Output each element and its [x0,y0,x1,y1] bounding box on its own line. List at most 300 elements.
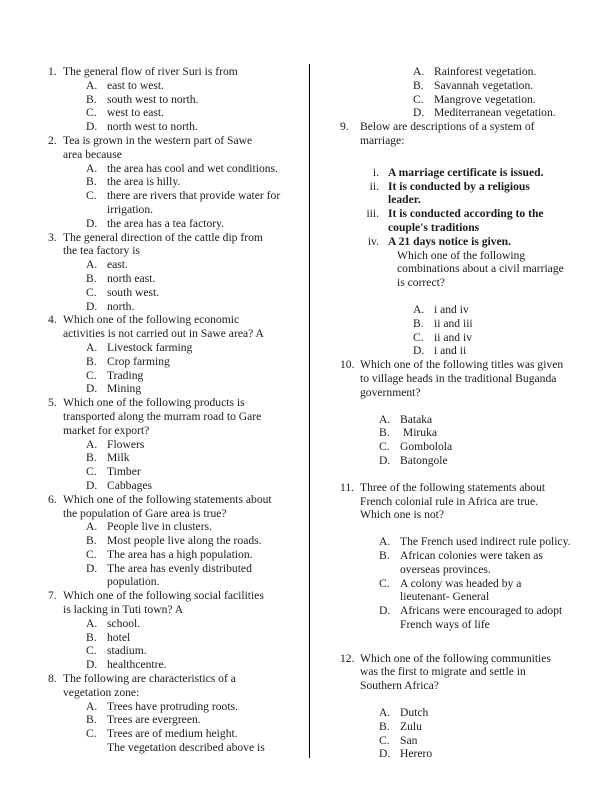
option-label: C. [379,440,390,454]
option [413,65,602,79]
option-text-line: ii and iii [434,316,473,330]
option-text [434,106,602,120]
option-label: C. [379,733,390,747]
question-text [63,313,306,341]
option-text-line: Timber [107,465,141,479]
option-label: B. [86,630,97,644]
question [340,358,602,468]
option-text-line: Dutch [400,706,429,720]
question-head [340,358,602,399]
question [48,493,306,590]
question-text [360,358,602,399]
option-label: B. [86,92,97,106]
roman-list [340,166,602,249]
option-text-line: irrigation. [107,202,154,216]
question-text [63,134,306,162]
option-text [107,106,306,120]
question-text [360,481,602,522]
option-text [107,451,306,465]
question-note [340,249,602,290]
option-label: A. [86,161,98,175]
question-number: 6. [48,492,57,506]
question-text-line: to village heads in the traditional Buganda [360,371,557,385]
option [413,344,602,358]
roman-text-line: couple's traditions [388,220,480,234]
question [48,589,306,672]
option [86,79,306,93]
option-text [107,369,306,383]
options-list [48,520,306,589]
note-line: combinations about a civil marriage [397,262,564,276]
option [379,426,602,440]
option-label: A. [413,302,425,316]
option [86,644,306,658]
options-list [48,162,306,231]
option-label: C. [86,644,97,658]
question-text-line: Which one of the following economic [63,313,240,327]
question-number: 4. [48,313,57,327]
option-text-line: Savannah vegetation. [434,78,534,92]
question-continuation [340,65,602,120]
question-head [48,493,306,521]
option-text-line: stadium. [107,644,147,658]
roman-text-line: leader. [388,193,421,207]
option-text-line: there are rivers that provide water for [107,189,281,203]
option [379,413,602,427]
option [379,577,602,605]
option-text [107,479,306,493]
option-text-line: north east. [107,271,156,285]
option-label: D. [86,216,98,230]
question-text-line: the tea factory is [63,244,140,258]
option-text-line: Gombolola [400,440,453,454]
option-label: C. [86,189,97,203]
option [86,300,306,314]
option [86,617,306,631]
option-label: C. [86,547,97,561]
roman-item [358,235,602,249]
option-label: B. [379,426,390,440]
options-list [48,258,306,313]
question-text-line: Which one of the following statements about [63,492,272,506]
option-label: C. [86,465,97,479]
option-text-line: Herero [400,747,433,761]
option-label: B. [86,175,97,189]
option-label: C. [86,106,97,120]
option [86,175,306,189]
option [413,93,602,107]
option [413,106,602,120]
question-number: 8. [48,672,57,686]
option-text [400,747,602,761]
option-label: B. [86,713,97,727]
option-label: A. [86,340,98,354]
question-text [63,396,306,437]
option-text-line: Trading [107,368,144,382]
option [379,734,602,748]
option-text [107,162,306,176]
option-text [107,548,306,562]
option-text-line: Africans were encouraged to adopt [400,604,563,618]
option-text-line: i and ii [434,344,467,358]
option-text-line: Trees are of medium height. [107,727,238,741]
option-text-line: Flowers [107,437,145,451]
question-number: 5. [48,396,57,410]
options-list [340,535,602,632]
option-label: D. [86,478,98,492]
option [86,341,306,355]
option [379,549,602,577]
question [340,652,602,762]
option [379,440,602,454]
question-number: 3. [48,230,57,244]
question-head [48,589,306,617]
option-text-line: Trees have protruding roots. [107,699,238,713]
option [86,189,306,217]
option-text-line: north. [107,299,135,313]
option [379,604,602,632]
option-text-line: Miruka [400,426,438,440]
question-head [48,313,306,341]
option-text-line: Cabbages [107,478,153,492]
option-text-line: People live in clusters. [107,520,212,534]
question-text [63,493,306,521]
option-text-line: Trees are evergreen. [107,713,201,727]
roman-label: ii. [369,179,379,193]
option-label: C. [86,285,97,299]
question-text [63,231,306,259]
question [340,120,602,358]
option [86,451,306,465]
option-text [400,426,602,440]
option [86,562,306,590]
option-text-line: French ways of life [400,617,490,631]
option [86,369,306,383]
question [48,134,306,231]
option-text [107,189,306,217]
question-number: 12. [340,651,355,665]
option-text [434,93,602,107]
question-text-line: is lacking in Tuti town? A [63,603,184,617]
option-text [400,604,602,632]
option-text-line: hotel [107,630,131,644]
options-list [340,303,602,358]
option-text [107,713,306,727]
question-text-line: Which one of the following titles was given [360,358,564,372]
option [86,520,306,534]
option-text-line: Crop farming [107,354,170,368]
option-text-line: Livestock farming [107,340,193,354]
option-text-line: San [400,733,418,747]
option-label: C. [86,368,97,382]
option-label: C. [379,576,390,590]
question [340,481,602,632]
options-list [48,79,306,134]
option-label: A. [379,412,391,426]
option-text-line: Mediterranean vegetation. [434,106,556,120]
question-text-line: Which one of the following communities [360,651,551,665]
option-label: D. [413,106,425,120]
option-text [107,658,306,672]
option-label: B. [86,271,97,285]
options-list [48,617,306,672]
option-text [107,644,306,658]
option-text [434,65,602,79]
options-list [340,65,602,120]
option-text [107,286,306,300]
question-number: 2. [48,133,57,147]
option-text-line: The area has evenly distributed [107,561,252,575]
option-label: A. [86,616,98,630]
option [413,79,602,93]
option-label: A. [413,65,425,78]
question-text-line: The general flow of river Suri is from [63,65,238,78]
option-text [400,577,602,605]
question-head [48,672,306,700]
option-text [107,120,306,134]
option-label: D. [413,344,425,358]
question-text-line: Southern Africa? [360,679,439,693]
options-list [48,341,306,396]
question-head [340,120,602,148]
question-text-line: activities is not carried out in Sawe area? A [63,327,264,341]
option-text [107,272,306,286]
roman-text-line: A marriage certificate is issued. [388,165,544,179]
option-text-line: ii and iv [434,330,472,344]
option-text [107,617,306,631]
option-text [434,79,602,93]
option-label: A. [86,437,98,451]
option-text-line: lieutenant- General [400,590,490,604]
option [86,479,306,493]
roman-text [388,235,602,249]
option-text-line: A colony was headed by a [400,576,522,590]
option-text [107,217,306,231]
option-text-line: south west. [107,285,160,299]
option [379,747,602,761]
question-head [48,134,306,162]
option-text-line: The French used indirect rule policy. [400,535,571,549]
question-text-line: market for export? [63,423,150,437]
question-text-line: government? [360,385,421,399]
question-text [360,120,602,148]
continuation-line: The vegetation described above is [107,741,265,755]
roman-label: iv. [367,234,379,248]
option-text [434,344,602,358]
option-text-line: healthcentre. [107,658,167,672]
question-text-line: area because [63,147,122,161]
option [86,548,306,562]
option [86,658,306,672]
roman-text [388,207,602,235]
question-number: 7. [48,589,57,603]
question-text [360,652,602,693]
option-text-line: the area has a tea factory. [107,216,225,230]
option-label: D. [379,604,391,618]
option-label: D. [86,299,98,313]
question-number: 10. [340,358,355,372]
roman-text-line: It is conducted according to the [388,207,544,221]
question-text-line: The general direction of the cattle dip from [63,230,263,244]
option-text-line: Most people live along the roads. [107,534,262,548]
option-label: A. [86,78,98,92]
option-text [107,700,306,714]
option-label: A. [379,535,391,549]
question [48,672,306,755]
question-text [63,65,306,79]
option-text [434,331,602,345]
option-label: D. [379,747,391,761]
roman-text [388,166,602,180]
option-label: D. [86,658,98,672]
option-label: C. [413,330,424,344]
roman-text-line: A 21 days notice is given. [388,234,512,248]
option [86,162,306,176]
option-text-line: i and iv [434,302,469,316]
option-text [400,706,602,720]
option-text [400,440,602,454]
roman-label: i. [372,165,379,179]
question-continuation-text [48,741,306,755]
left-column [48,65,306,755]
question-text-line: marriage: [360,133,405,147]
option [413,303,602,317]
option-text-line: Mangrove vegetation. [434,92,536,106]
question-number: 11. [340,480,355,494]
roman-text-line: It is conducted by a religious [388,179,530,193]
option-text [400,413,602,427]
column-divider [309,64,310,758]
option-text-line: African colonies were taken as [400,548,543,562]
question [48,396,306,493]
option-label: D. [86,382,98,396]
question-text-line: Which one of the following products is [63,396,245,410]
roman-label: iii. [366,207,379,221]
option [86,438,306,452]
option-text-line: Zulu [400,719,422,733]
option-text [107,631,306,645]
option-text [107,382,306,396]
option-text-line: population. [107,575,160,589]
option-text-line: The area has a high population. [107,547,253,561]
option [86,727,306,741]
options-list [48,438,306,493]
option-label: A. [86,699,98,713]
option-label: B. [86,451,97,465]
option [379,454,602,468]
option-label: C. [413,92,424,106]
option [86,700,306,714]
option [86,93,306,107]
question-number: 1. [48,65,57,78]
option-text-line: school. [107,616,141,630]
option-text-line: east. [107,258,128,272]
question-text-line: The following are characteristics of a [63,672,236,686]
option-label: A. [86,520,98,534]
option-text [400,535,602,549]
question-head [48,65,306,79]
option-text [107,79,306,93]
option-text-line: Mining [107,382,142,396]
question-head [340,481,602,522]
option-text-line: east to west. [107,78,164,92]
option-text-line: the area has cool and wet conditions. [107,161,278,175]
question-head [340,652,602,693]
option-text-line: north west to north. [107,120,198,134]
option [86,272,306,286]
option-text [107,438,306,452]
option [379,706,602,720]
option-text [107,534,306,548]
option-text [400,454,602,468]
option-text [400,734,602,748]
question-text-line: vegetation zone: [63,685,140,699]
question-number: 9. [340,120,349,134]
option-label: D. [379,453,391,467]
option-text-line: south west to north. [107,92,199,106]
option-label: B. [379,719,390,733]
options-list [340,413,602,468]
question-head [48,396,306,437]
option-text [107,465,306,479]
option-text [400,720,602,734]
option-label: B. [86,534,97,548]
option [86,382,306,396]
option-text [434,317,602,331]
option-text-line: Rainforest vegetation. [434,65,537,78]
option-text [107,520,306,534]
option [413,317,602,331]
option-text-line: overseas provinces. [400,562,491,576]
option-text [434,303,602,317]
option [379,720,602,734]
question [48,313,306,396]
question-text-line: the population of Gare area is true? [63,506,227,520]
note-line: Which one of the following [397,248,526,262]
option-text [400,549,602,577]
option-text [107,300,306,314]
option [86,120,306,134]
option-text-line: the area is hilly. [107,175,181,189]
option [413,331,602,345]
option-label: D. [86,120,98,134]
roman-item [358,166,602,180]
question-text-line: was the first to migrate and settle in [360,665,526,679]
option-label: A. [86,258,98,272]
option-label: B. [379,548,390,562]
question [48,231,306,314]
option-text-line: Milk [107,451,130,465]
roman-text [388,180,602,208]
option [86,258,306,272]
option-text [107,175,306,189]
question [48,65,306,134]
question-text-line: Below are descriptions of a system of [360,120,535,134]
options-list [48,700,306,741]
option-text [107,727,306,741]
option [86,355,306,369]
option [86,106,306,120]
question-text-line: transported along the murram road to Gare [63,409,262,423]
option [379,535,602,549]
options-list [340,706,602,761]
option-text [107,258,306,272]
option [86,534,306,548]
option [86,217,306,231]
option-label: D. [86,561,98,575]
question-head [48,231,306,259]
option [86,465,306,479]
